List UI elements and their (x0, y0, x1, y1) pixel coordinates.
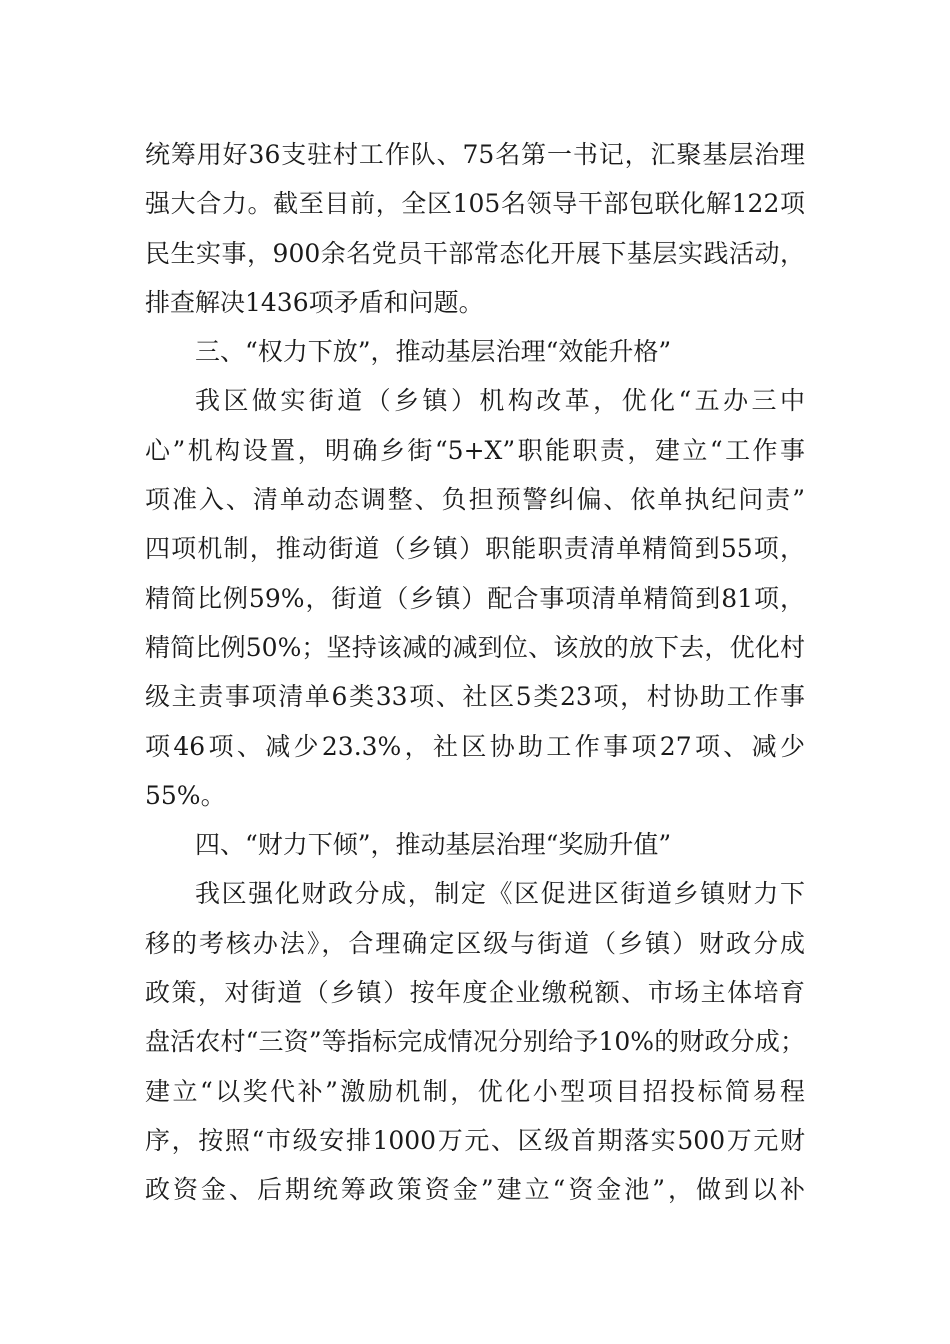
text-line: 建立“以奖代补”激励机制，优化小型项目招投标简易程 (145, 1076, 805, 1106)
text-line: 精简比例59%，街道（乡镇）配合事项清单精简到81项， (145, 583, 805, 613)
section-heading: 四、“财力下倾”，推动基层治理“奖励升值” (195, 830, 672, 860)
text-line: 心”机构设置，明确乡街“5+X”职能职责，建立“工作事 (145, 435, 805, 465)
text-line: 级主责事项清单6类33项、社区5类23项，村协助工作事 (145, 682, 805, 712)
text-line: 政策，对街道（乡镇）按年度企业缴税额、市场主体培育 (145, 978, 805, 1008)
text-line: 四项机制，推动街道（乡镇）职能职责清单精简到55项， (145, 534, 805, 564)
text-line: 移的考核办法》，合理确定区级与街道（乡镇）财政分成 (145, 928, 805, 958)
section-heading: 三、“权力下放”，推动基层治理“效能升格” (195, 337, 672, 367)
text-line: 统筹用好36支驻村工作队、75名第一书记，汇聚基层治理 (145, 140, 805, 169)
document-body (145, 130, 805, 1215)
text-line: 排查解决1436项矛盾和问题。 (145, 287, 484, 317)
text-line: 精简比例50%；坚持该减的减到位、该放的放下去，优化村 (145, 632, 805, 662)
text-line: 项准入、清单动态调整、负担预警纠偏、依单执纪问责” (145, 485, 805, 515)
text-line: 序，按照“市级安排1000万元、区级首期落实500万元财 (145, 1125, 805, 1155)
text-line: 我区强化财政分成，制定《区促进区街道乡镇财力下 (195, 879, 805, 909)
text-line: 我区做实街道（乡镇）机构改革，优化“五办三中 (195, 386, 805, 416)
text-line: 民生实事，900余名党员干部常态化开展下基层实践活动， (145, 238, 805, 268)
text-line: 项46项、减少23.3%，社区协助工作事项27项、减少 (145, 731, 805, 761)
text-line: 政资金、后期统筹政策资金”建立“资金池”，做到以补 (145, 1175, 805, 1205)
text-line: 55%。 (145, 780, 226, 810)
text-line: 强大合力。截至目前，全区105名领导干部包联化解122项 (145, 189, 805, 219)
text-line: 盘活农村“三资”等指标完成情况分别给予10%的财政分成； (145, 1027, 805, 1057)
